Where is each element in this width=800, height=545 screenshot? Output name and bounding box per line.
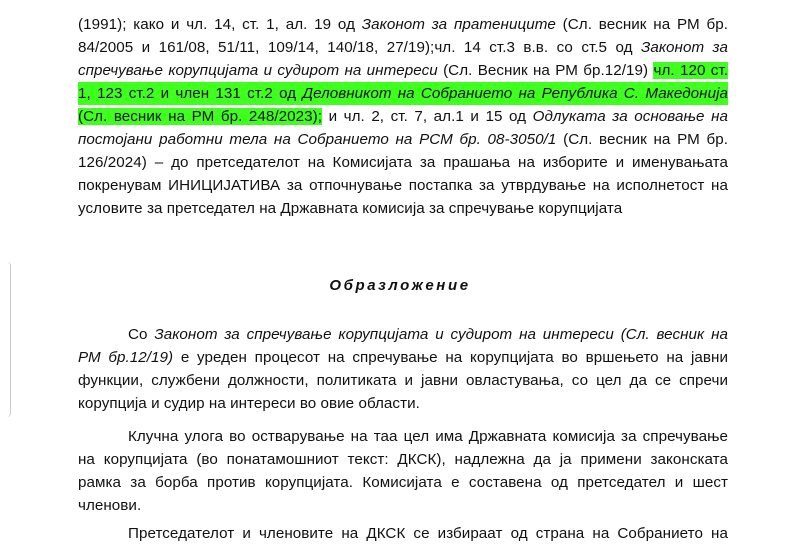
text-span: покренувам ИНИЦИЈАТИВА за отпочнување постапка за утврдување на исполнетост на xyxy=(78,177,728,194)
text-span: (Сл. весник на РМ бр. xyxy=(556,131,728,148)
p1-line-3 xyxy=(78,369,728,392)
text-span: условите за претседател на Државната комисија за спречување корупцијата xyxy=(78,200,623,217)
p1-line-2 xyxy=(78,346,728,369)
p2-line-4 xyxy=(78,494,728,517)
text-span: (1991); како и чл. 14, ст. 1, ал. 19 од xyxy=(78,16,362,33)
preamble-line-7 xyxy=(78,151,728,174)
p3-line-1 xyxy=(128,522,728,545)
preamble-line-2 xyxy=(78,36,728,59)
section-heading: Образложение xyxy=(329,277,471,294)
highlighted-text: (Сл. весник на РМ бр. 248/2023); xyxy=(78,108,323,125)
highlighted-text: чл. 120 ст. xyxy=(653,62,728,79)
preamble-line-5 xyxy=(78,105,728,128)
text-span: 126/2024) – до претседателот на Комисијата за прашања на изборите и именувањата xyxy=(78,154,728,171)
law-reference: Одлуката за основање на xyxy=(532,108,728,125)
text-span: и чл. 2, ст. 7, ал.1 и 15 од xyxy=(322,108,533,125)
text-span: Клучна улога во остварување на таа цел има Државната комисија за спречување xyxy=(128,428,728,445)
law-reference: Законот за спречување корупцијата и судирот на интереси (Сл. весник на xyxy=(154,326,728,343)
text-span: (Сл. Весник на РМ бр.12/19) xyxy=(437,62,654,79)
highlighted-law-reference: Деловникот на Собранието на Република С. Македонија xyxy=(302,85,728,102)
text-span: 84/2005 и 161/08, 51/11, 109/14, 140/18, 27/19);чл. 14 ст.3 в.в. со ст.5 од xyxy=(78,39,641,56)
p2-line-3 xyxy=(78,471,728,494)
preamble-line-6 xyxy=(78,128,728,151)
preamble-line-4 xyxy=(78,82,728,105)
text-span: функции, службени должности, политиката и јавни овластувања, со цел да се спречи xyxy=(78,372,728,389)
law-reference: Законот за пратениците xyxy=(361,16,556,33)
preamble-line-1 xyxy=(78,13,728,36)
p2-line-1 xyxy=(128,425,728,448)
highlighted-text: 1, 123 ст.2 и член 131 ст.2 од xyxy=(78,85,303,102)
p1-line-4 xyxy=(78,392,728,415)
text-span: Претседателот и членовите на ДКСК се избираат од страна на Собранието на xyxy=(128,525,728,542)
law-reference: спречување корупцијата и судирот на интереси xyxy=(78,62,438,79)
text-span: корупција и судир на интереси во овие области. xyxy=(78,395,420,412)
law-reference: постојани работни тела на Собранието на РСМ бр. 08-3050/1 xyxy=(78,131,557,148)
cropped-top-line xyxy=(78,0,738,7)
preamble-line-8 xyxy=(78,174,728,197)
text-span: е уреден процесот на спречување на корупцијата во вршењето на јавни xyxy=(173,349,728,366)
p2-line-2 xyxy=(78,448,728,471)
text-span: членови. xyxy=(78,497,142,514)
law-reference: РМ бр.12/19) xyxy=(78,349,174,366)
preamble-line-3 xyxy=(78,59,728,82)
text-span: Со xyxy=(128,326,155,343)
p1-line-1 xyxy=(128,323,728,346)
text-span: рамка за борба против корупцијата. Комисијата е составена од претседател и шест xyxy=(78,474,728,491)
text-span: (Сл. весник на РМ бр. xyxy=(555,16,728,33)
law-reference: Законот за xyxy=(640,39,728,56)
preamble-line-9 xyxy=(78,197,728,220)
text-span: на корупцијата (во понатамошниот текст: ДКСК), надлежна да ја примени законската xyxy=(78,451,728,468)
